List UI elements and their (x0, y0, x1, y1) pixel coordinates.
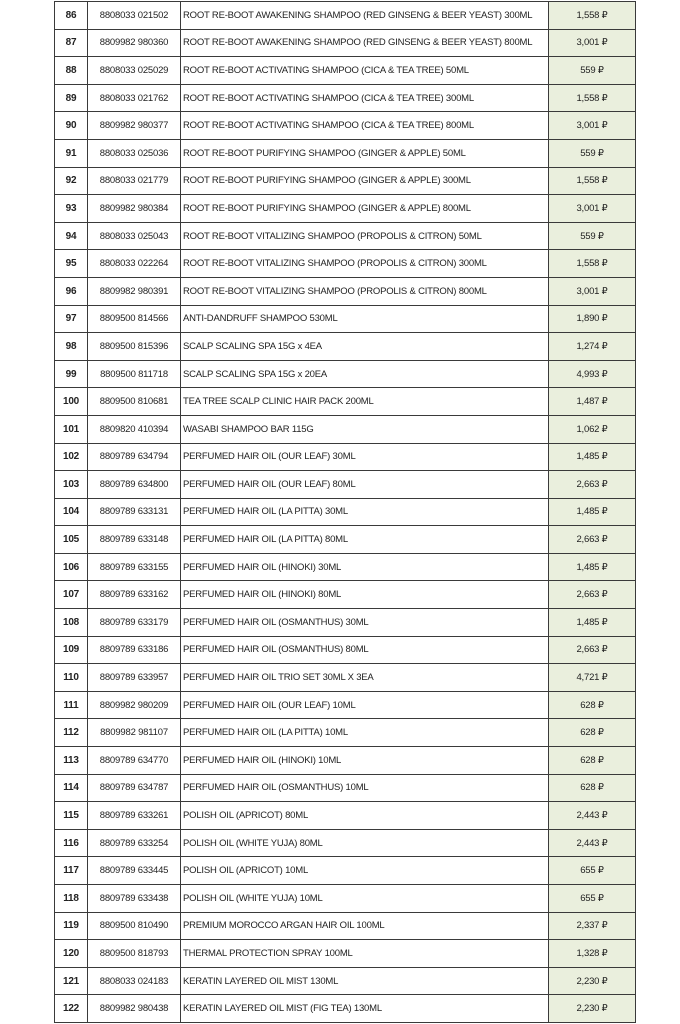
row-number: 113 (55, 747, 88, 775)
product-name-cell: KERATIN LAYERED OIL MIST 130ML (181, 967, 549, 995)
barcode-cell: 8809789 633179 (88, 609, 181, 637)
barcode-cell: 8809820 410394 (88, 415, 181, 443)
row-number: 112 (55, 719, 88, 747)
price-cell: 655 ₽ (549, 885, 636, 913)
product-name-cell: PERFUMED HAIR OIL (OUR LEAF) 30ML (181, 443, 549, 471)
row-number: 89 (55, 84, 88, 112)
price-cell: 4,993 ₽ (549, 360, 636, 388)
product-name-cell: PERFUMED HAIR OIL (OSMANTHUS) 30ML (181, 609, 549, 637)
barcode-cell: 8809500 818793 (88, 940, 181, 968)
product-name-cell: PERFUMED HAIR OIL (HINOKI) 80ML (181, 581, 549, 609)
price-cell: 1,558 ₽ (549, 250, 636, 278)
price-cell: 2,663 ₽ (549, 526, 636, 554)
barcode-cell: 8809982 980209 (88, 691, 181, 719)
row-number: 108 (55, 609, 88, 637)
price-cell: 2,443 ₽ (549, 829, 636, 857)
barcode-cell: 8809789 634787 (88, 774, 181, 802)
barcode-cell: 8809982 980391 (88, 277, 181, 305)
product-name-cell: SCALP SCALING SPA 15G x 20EA (181, 360, 549, 388)
product-name-cell: TEA TREE SCALP CLINIC HAIR PACK 200ML (181, 388, 549, 416)
price-cell: 3,001 ₽ (549, 112, 636, 140)
table-row (55, 112, 636, 140)
price-cell: 1,328 ₽ (549, 940, 636, 968)
row-number: 107 (55, 581, 88, 609)
barcode-cell: 8809789 633438 (88, 885, 181, 913)
price-cell: 3,001 ₽ (549, 29, 636, 57)
product-name-cell: ROOT RE-BOOT AWAKENING SHAMPOO (RED GINSENG & BEER YEAST) 800ML (181, 29, 549, 57)
table-row (55, 719, 636, 747)
product-name-cell: ROOT RE-BOOT ACTIVATING SHAMPOO (CICA & TEA TREE) 50ML (181, 57, 549, 85)
product-name-cell: POLISH OIL (WHITE YUJA) 80ML (181, 829, 549, 857)
row-number: 100 (55, 388, 88, 416)
barcode-cell: 8809789 633254 (88, 829, 181, 857)
price-cell: 1,558 ₽ (549, 167, 636, 195)
barcode-cell: 8809789 633155 (88, 553, 181, 581)
product-name-cell: POLISH OIL (APRICOT) 80ML (181, 802, 549, 830)
row-number: 109 (55, 636, 88, 664)
product-name-cell: PERFUMED HAIR OIL (LA PITTA) 80ML (181, 526, 549, 554)
price-cell: 1,062 ₽ (549, 415, 636, 443)
price-cell: 3,001 ₽ (549, 277, 636, 305)
barcode-cell: 8809789 633148 (88, 526, 181, 554)
product-name-cell: WASABI SHAMPOO BAR 115G (181, 415, 549, 443)
price-cell: 2,230 ₽ (549, 995, 636, 1023)
table-row (55, 29, 636, 57)
row-number: 90 (55, 112, 88, 140)
barcode-cell: 8809789 633261 (88, 802, 181, 830)
table-row (55, 857, 636, 885)
table-row (55, 57, 636, 85)
row-number: 99 (55, 360, 88, 388)
row-number: 95 (55, 250, 88, 278)
barcode-cell: 8809982 980384 (88, 195, 181, 223)
product-name-cell: PERFUMED HAIR OIL TRIO SET 30ML X 3EA (181, 664, 549, 692)
product-name-cell: ROOT RE-BOOT ACTIVATING SHAMPOO (CICA & TEA TREE) 300ML (181, 84, 549, 112)
price-cell: 2,663 ₽ (549, 581, 636, 609)
price-cell: 628 ₽ (549, 691, 636, 719)
price-cell: 4,721 ₽ (549, 664, 636, 692)
product-name-cell: PERFUMED HAIR OIL (OSMANTHUS) 10ML (181, 774, 549, 802)
row-number: 96 (55, 277, 88, 305)
table-row (55, 526, 636, 554)
price-cell: 2,337 ₽ (549, 912, 636, 940)
table-row (55, 885, 636, 913)
table-row (55, 747, 636, 775)
row-number: 97 (55, 305, 88, 333)
row-number: 87 (55, 29, 88, 57)
barcode-cell: 8809500 814566 (88, 305, 181, 333)
product-name-cell: ROOT RE-BOOT PURIFYING SHAMPOO (GINGER & APPLE) 300ML (181, 167, 549, 195)
price-cell: 559 ₽ (549, 222, 636, 250)
table-row (55, 167, 636, 195)
row-number: 98 (55, 333, 88, 361)
product-name-cell: THERMAL PROTECTION SPRAY 100ML (181, 940, 549, 968)
barcode-cell: 8809982 980438 (88, 995, 181, 1023)
price-cell: 2,443 ₽ (549, 802, 636, 830)
row-number: 101 (55, 415, 88, 443)
price-cell: 1,558 ₽ (549, 84, 636, 112)
row-number: 119 (55, 912, 88, 940)
price-cell: 1,487 ₽ (549, 388, 636, 416)
table-row (55, 222, 636, 250)
price-list-body (55, 2, 636, 1023)
table-row (55, 829, 636, 857)
product-name-cell: ROOT RE-BOOT AWAKENING SHAMPOO (RED GINSENG & BEER YEAST) 300ML (181, 2, 549, 30)
row-number: 111 (55, 691, 88, 719)
table-row (55, 471, 636, 499)
product-name-cell: ROOT RE-BOOT ACTIVATING SHAMPOO (CICA & TEA TREE) 800ML (181, 112, 549, 140)
product-name-cell: PERFUMED HAIR OIL (OSMANTHUS) 80ML (181, 636, 549, 664)
product-name-cell: PERFUMED HAIR OIL (HINOKI) 10ML (181, 747, 549, 775)
barcode-cell: 8809982 981107 (88, 719, 181, 747)
row-number: 102 (55, 443, 88, 471)
table-row (55, 967, 636, 995)
row-number: 121 (55, 967, 88, 995)
table-row (55, 2, 636, 30)
barcode-cell: 8809789 633957 (88, 664, 181, 692)
price-list-sheet (54, 1, 636, 1023)
product-name-cell: SCALP SCALING SPA 15G x 4EA (181, 333, 549, 361)
table-row (55, 250, 636, 278)
table-row (55, 581, 636, 609)
table-row (55, 360, 636, 388)
barcode-cell: 8809500 811718 (88, 360, 181, 388)
table-row (55, 940, 636, 968)
barcode-cell: 8809789 633131 (88, 498, 181, 526)
row-number: 110 (55, 664, 88, 692)
product-name-cell: POLISH OIL (WHITE YUJA) 10ML (181, 885, 549, 913)
row-number: 105 (55, 526, 88, 554)
price-cell: 1,558 ₽ (549, 2, 636, 30)
barcode-cell: 8808033 025036 (88, 139, 181, 167)
price-cell: 1,485 ₽ (549, 553, 636, 581)
table-row (55, 995, 636, 1023)
row-number: 91 (55, 139, 88, 167)
row-number: 114 (55, 774, 88, 802)
barcode-cell: 8809789 634800 (88, 471, 181, 499)
row-number: 88 (55, 57, 88, 85)
price-cell: 2,663 ₽ (549, 636, 636, 664)
table-row (55, 636, 636, 664)
price-cell: 1,890 ₽ (549, 305, 636, 333)
table-row (55, 691, 636, 719)
table-row (55, 609, 636, 637)
price-cell: 3,001 ₽ (549, 195, 636, 223)
barcode-cell: 8809500 810681 (88, 388, 181, 416)
row-number: 93 (55, 195, 88, 223)
row-number: 104 (55, 498, 88, 526)
product-name-cell: ANTI-DANDRUFF SHAMPOO 530ML (181, 305, 549, 333)
product-name-cell: PERFUMED HAIR OIL (LA PITTA) 10ML (181, 719, 549, 747)
price-cell: 1,485 ₽ (549, 609, 636, 637)
price-cell: 1,274 ₽ (549, 333, 636, 361)
product-name-cell: PERFUMED HAIR OIL (LA PITTA) 30ML (181, 498, 549, 526)
product-name-cell: ROOT RE-BOOT VITALIZING SHAMPOO (PROPOLIS & CITRON) 50ML (181, 222, 549, 250)
price-cell: 628 ₽ (549, 747, 636, 775)
product-name-cell: ROOT RE-BOOT PURIFYING SHAMPOO (GINGER & APPLE) 800ML (181, 195, 549, 223)
price-cell: 628 ₽ (549, 774, 636, 802)
barcode-cell: 8809789 633186 (88, 636, 181, 664)
table-row (55, 443, 636, 471)
price-cell: 2,230 ₽ (549, 967, 636, 995)
price-cell: 559 ₽ (549, 57, 636, 85)
price-list-table (54, 1, 636, 1023)
price-cell: 2,663 ₽ (549, 471, 636, 499)
product-name-cell: PERFUMED HAIR OIL (OUR LEAF) 10ML (181, 691, 549, 719)
price-cell: 628 ₽ (549, 719, 636, 747)
barcode-cell: 8809789 633162 (88, 581, 181, 609)
table-row (55, 802, 636, 830)
table-row (55, 333, 636, 361)
product-name-cell: PERFUMED HAIR OIL (OUR LEAF) 80ML (181, 471, 549, 499)
table-row (55, 498, 636, 526)
barcode-cell: 8808033 022264 (88, 250, 181, 278)
product-name-cell: PREMIUM MOROCCO ARGAN HAIR OIL 100ML (181, 912, 549, 940)
price-cell: 655 ₽ (549, 857, 636, 885)
row-number: 122 (55, 995, 88, 1023)
barcode-cell: 8809982 980360 (88, 29, 181, 57)
barcode-cell: 8809500 810490 (88, 912, 181, 940)
product-name-cell: PERFUMED HAIR OIL (HINOKI) 30ML (181, 553, 549, 581)
row-number: 94 (55, 222, 88, 250)
barcode-cell: 8809982 980377 (88, 112, 181, 140)
table-row (55, 912, 636, 940)
table-row (55, 664, 636, 692)
row-number: 118 (55, 885, 88, 913)
price-cell: 1,485 ₽ (549, 498, 636, 526)
price-cell: 559 ₽ (549, 139, 636, 167)
barcode-cell: 8808033 024183 (88, 967, 181, 995)
product-name-cell: ROOT RE-BOOT VITALIZING SHAMPOO (PROPOLIS & CITRON) 300ML (181, 250, 549, 278)
product-name-cell: POLISH OIL (APRICOT) 10ML (181, 857, 549, 885)
barcode-cell: 8808033 021762 (88, 84, 181, 112)
row-number: 120 (55, 940, 88, 968)
table-row (55, 277, 636, 305)
table-row (55, 195, 636, 223)
barcode-cell: 8809500 815396 (88, 333, 181, 361)
product-name-cell: ROOT RE-BOOT VITALIZING SHAMPOO (PROPOLIS & CITRON) 800ML (181, 277, 549, 305)
row-number: 115 (55, 802, 88, 830)
barcode-cell: 8809789 634770 (88, 747, 181, 775)
table-row (55, 553, 636, 581)
barcode-cell: 8809789 634794 (88, 443, 181, 471)
table-row (55, 84, 636, 112)
table-row (55, 139, 636, 167)
table-row (55, 305, 636, 333)
table-row (55, 415, 636, 443)
table-row (55, 388, 636, 416)
row-number: 106 (55, 553, 88, 581)
row-number: 117 (55, 857, 88, 885)
price-cell: 1,485 ₽ (549, 443, 636, 471)
table-row (55, 774, 636, 802)
barcode-cell: 8808033 021502 (88, 2, 181, 30)
barcode-cell: 8808033 021779 (88, 167, 181, 195)
row-number: 92 (55, 167, 88, 195)
barcode-cell: 8809789 633445 (88, 857, 181, 885)
barcode-cell: 8808033 025043 (88, 222, 181, 250)
row-number: 86 (55, 2, 88, 30)
product-name-cell: KERATIN LAYERED OIL MIST (FIG TEA) 130ML (181, 995, 549, 1023)
row-number: 103 (55, 471, 88, 499)
product-name-cell: ROOT RE-BOOT PURIFYING SHAMPOO (GINGER & APPLE) 50ML (181, 139, 549, 167)
row-number: 116 (55, 829, 88, 857)
barcode-cell: 8808033 025029 (88, 57, 181, 85)
